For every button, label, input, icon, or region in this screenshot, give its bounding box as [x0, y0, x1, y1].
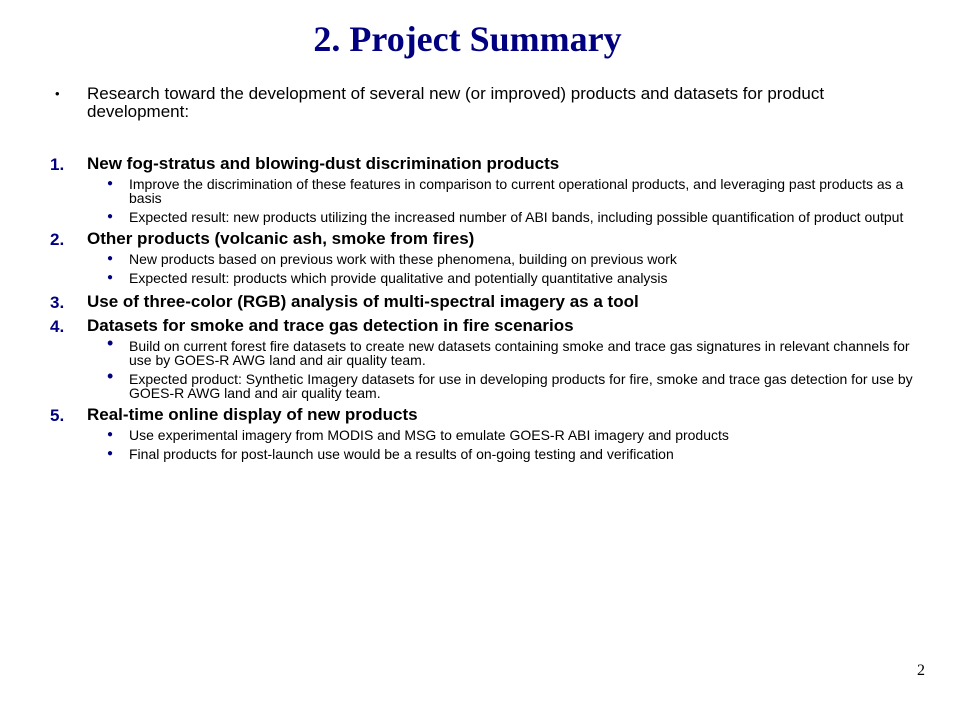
list-item — [50, 229, 915, 286]
sub-item-text: Final products for post-launch use would be a results of on-going testing and verification — [129, 446, 674, 462]
sub-item — [107, 251, 915, 267]
sub-item — [107, 176, 915, 206]
sub-list — [107, 176, 915, 225]
sub-item-text: Expected result: products which provide qualitative and potentially quantitative analysis — [129, 270, 668, 286]
sub-item-text: Improve the discrimination of these features in comparison to current operational products, and leveraging past products as a basis — [129, 176, 904, 206]
item-heading: Other products (volcanic ash, smoke from fires) — [87, 229, 475, 248]
sub-item — [107, 366, 915, 401]
bullet-icon: ● — [107, 429, 114, 440]
bullet-icon: ● — [107, 272, 114, 283]
item-number: 1. — [50, 155, 65, 174]
sub-list — [107, 427, 915, 462]
numbered-list — [50, 154, 915, 466]
sub-item — [107, 209, 915, 225]
sub-item-text: Expected product: Synthetic Imagery datasets for use in developing products for fire, smoke and trace gas detection for use by GOES-R AWG land and air quality team. — [129, 371, 913, 401]
bullet-icon: ● — [107, 253, 114, 264]
sub-item — [107, 446, 915, 462]
sub-item-text: Use experimental imagery from MODIS and MSG to emulate GOES-R ABI imagery and products — [129, 427, 729, 443]
bullet-icon: ● — [107, 448, 114, 459]
item-heading: Datasets for smoke and trace gas detection in fire scenarios — [87, 316, 574, 335]
sub-item-text: New products based on previous work with these phenomena, building on previous work — [129, 251, 677, 267]
sub-item — [107, 427, 915, 443]
item-heading: New fog-stratus and blowing-dust discrimination products — [87, 154, 560, 173]
item-number: 3. — [50, 293, 65, 312]
item-number: 2. — [50, 230, 65, 249]
bullet-icon: • — [107, 333, 114, 353]
item-heading: Use of three-color (RGB) analysis of multi-spectral imagery as a tool — [87, 292, 639, 311]
bullet-icon: • — [55, 86, 60, 101]
list-item — [50, 154, 915, 225]
bullet-icon: ● — [107, 178, 114, 189]
bullet-icon: ● — [107, 211, 114, 222]
bullet-icon: • — [107, 366, 114, 386]
sub-list — [107, 333, 915, 401]
page-number: 2 — [917, 662, 925, 679]
sub-item — [107, 270, 915, 286]
list-item — [50, 316, 915, 401]
item-number: 5. — [50, 406, 65, 425]
list-item — [50, 292, 915, 312]
intro-text: Research toward the development of several new (or improved) products and datasets for product development: — [87, 84, 825, 121]
slide-title: 2. Project Summary — [313, 19, 622, 59]
list-item — [50, 405, 915, 462]
sub-list — [107, 251, 915, 286]
sub-item-text: Build on current forest fire datasets to create new datasets containing smoke and trace gas signatures in relevant channels for use by GOES-R AWG land and air quality team. — [129, 338, 910, 368]
sub-item-text: Expected result: new products utilizing the increased number of ABI bands, including possible quantification of product output — [129, 209, 904, 225]
item-heading: Real-time online display of new products — [87, 405, 418, 424]
item-number: 4. — [50, 317, 65, 336]
sub-item — [107, 333, 915, 368]
